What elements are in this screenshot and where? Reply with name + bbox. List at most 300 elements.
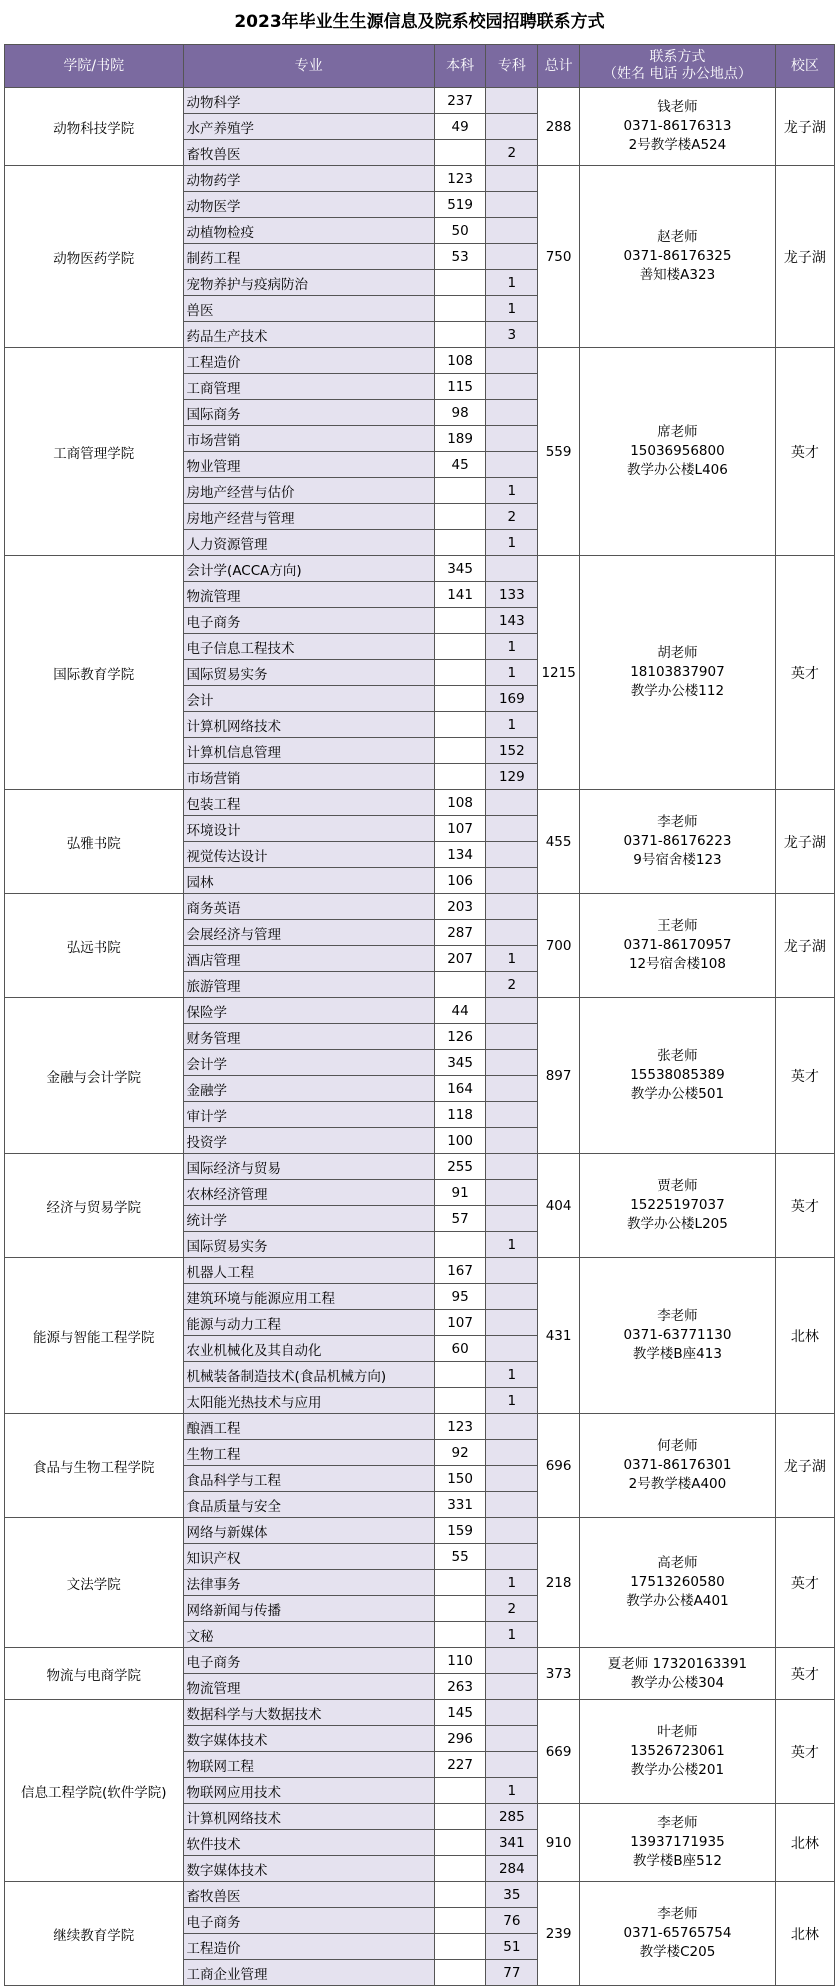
bachelor-count [434,608,486,634]
junior-count [486,192,538,218]
junior-count: 152 [486,738,538,764]
junior-count: 3 [486,322,538,348]
contact-info [580,348,776,556]
table-row [5,88,835,114]
table-row [5,998,835,1024]
bachelor-count [434,712,486,738]
total-count: 750 [538,166,580,348]
table-row [5,166,835,192]
junior-count [486,1076,538,1102]
bachelor-count [434,972,486,998]
junior-count [486,1180,538,1206]
major-name: 审计学 [183,1102,434,1128]
major-name: 文秘 [183,1622,434,1648]
bachelor-count: 227 [434,1752,486,1778]
contact-info [580,1258,776,1414]
contact-line: 13526723061 [630,1743,725,1759]
contact-line: 教学楼B座413 [632,1346,722,1362]
contact-line: 教学办公楼501 [630,1086,725,1102]
contact-line: 0371-86176313 [623,118,732,134]
bachelor-count [434,686,486,712]
major-name: 国际商务 [183,400,434,426]
bachelor-count: 95 [434,1284,486,1310]
major-name: 财务管理 [183,1024,434,1050]
contact-line: 教学楼C205 [639,1944,716,1960]
contact-line: 教学办公楼L205 [627,1216,728,1232]
major-name: 动植物检疫 [183,218,434,244]
bachelor-count: 108 [434,348,486,374]
bachelor-count: 91 [434,1180,486,1206]
major-name: 太阳能光热技术与应用 [183,1388,434,1414]
major-name: 工程造价 [183,1934,434,1960]
campus-name: 北林 [775,1882,834,1986]
total-count: 455 [538,790,580,894]
junior-count [486,114,538,140]
college-name: 动物医药学院 [5,166,184,348]
major-name: 能源与动力工程 [183,1310,434,1336]
header-major: 专业 [183,45,434,88]
contact-line: 0371-86176301 [623,1457,732,1473]
major-name: 电子信息工程技术 [183,634,434,660]
contact-info [580,1804,776,1882]
bachelor-count [434,270,486,296]
bachelor-count: 98 [434,400,486,426]
bachelor-count: 519 [434,192,486,218]
campus-name: 龙子湖 [775,894,834,998]
major-name: 网络与新媒体 [183,1518,434,1544]
bachelor-count: 141 [434,582,486,608]
total-count: 700 [538,894,580,998]
junior-count: 1 [486,634,538,660]
recruitment-table [4,44,835,1986]
bachelor-count [434,504,486,530]
major-name: 电子商务 [183,1648,434,1674]
major-name: 园林 [183,868,434,894]
bachelor-count: 123 [434,166,486,192]
college-name: 弘远书院 [5,894,184,998]
major-name: 农业机械化及其自动化 [183,1336,434,1362]
contact-line: 教学办公楼201 [630,1762,725,1778]
junior-count: 1 [486,1362,538,1388]
junior-count [486,400,538,426]
campus-name: 龙子湖 [775,1414,834,1518]
junior-count [486,1648,538,1674]
junior-count: 77 [486,1960,538,1986]
junior-count: 2 [486,1596,538,1622]
major-name: 酒店管理 [183,946,434,972]
major-name: 数据科学与大数据技术 [183,1700,434,1726]
table-row [5,1518,835,1544]
bachelor-count: 345 [434,556,486,582]
junior-count [486,1466,538,1492]
campus-name: 英才 [775,1154,834,1258]
major-name: 计算机网络技术 [183,1804,434,1830]
junior-count [486,868,538,894]
junior-count: 2 [486,972,538,998]
contact-info [580,998,776,1154]
bachelor-count: 110 [434,1648,486,1674]
contact-line: 赵老师 [657,229,698,245]
junior-count [486,842,538,868]
bachelor-count [434,764,486,790]
major-name: 电子商务 [183,1908,434,1934]
bachelor-count: 207 [434,946,486,972]
contact-line: 教学办公楼L406 [627,462,728,478]
contact-line: 李老师 [657,814,698,830]
junior-count: 1 [486,478,538,504]
contact-line: 叶老师 [657,1724,698,1740]
junior-count [486,1128,538,1154]
junior-count [486,1674,538,1700]
college-name: 经济与贸易学院 [5,1154,184,1258]
major-name: 药品生产技术 [183,322,434,348]
total-count: 239 [538,1882,580,1986]
contact-line: 15225197037 [630,1197,725,1213]
major-name: 动物科学 [183,88,434,114]
junior-count: 1 [486,296,538,322]
major-name: 数字媒体技术 [183,1856,434,1882]
bachelor-count: 50 [434,218,486,244]
contact-info [580,1414,776,1518]
bachelor-count: 57 [434,1206,486,1232]
junior-count [486,1258,538,1284]
junior-count [486,1154,538,1180]
junior-count [486,998,538,1024]
bachelor-count: 115 [434,374,486,400]
junior-count [486,166,538,192]
major-name: 保险学 [183,998,434,1024]
bachelor-count: 331 [434,1492,486,1518]
junior-count: 1 [486,270,538,296]
contact-line: 教学办公楼112 [630,683,725,699]
contact-line: 0371-86176223 [623,833,732,849]
major-name: 建筑环境与能源应用工程 [183,1284,434,1310]
junior-count: 1 [486,530,538,556]
campus-name: 英才 [775,1518,834,1648]
junior-count [486,218,538,244]
bachelor-count [434,1388,486,1414]
contact-line: 善知楼A323 [639,267,716,283]
contact-info [580,1882,776,1986]
junior-count: 133 [486,582,538,608]
contact-line: 2号教学楼A400 [628,1476,727,1492]
junior-count: 129 [486,764,538,790]
junior-count [486,348,538,374]
bachelor-count: 167 [434,1258,486,1284]
bachelor-count: 49 [434,114,486,140]
contact-line: 何老师 [657,1438,698,1454]
college-name: 工商管理学院 [5,348,184,556]
bachelor-count [434,296,486,322]
contact-line: 0371-86170957 [623,937,732,953]
major-name: 食品质量与安全 [183,1492,434,1518]
total-count: 431 [538,1258,580,1414]
table-row [5,790,835,816]
major-name: 国际贸易实务 [183,1232,434,1258]
contact-info [580,166,776,348]
contact-line: 17513260580 [630,1574,725,1590]
major-name: 法律事务 [183,1570,434,1596]
bachelor-count [434,1934,486,1960]
contact-line: 李老师 [657,1906,698,1922]
major-name: 生物工程 [183,1440,434,1466]
contact-info [580,556,776,790]
major-name: 会计学 [183,1050,434,1076]
bachelor-count: 134 [434,842,486,868]
college-name: 弘雅书院 [5,790,184,894]
bachelor-count [434,1804,486,1830]
contact-line: 0371-86176325 [623,248,732,264]
junior-count [486,1492,538,1518]
bachelor-count: 296 [434,1726,486,1752]
bachelor-count: 237 [434,88,486,114]
bachelor-count [434,1908,486,1934]
contact-line: 0371-65765754 [623,1925,732,1941]
contact-line: 13937171935 [630,1834,725,1850]
junior-count: 76 [486,1908,538,1934]
junior-count [486,1102,538,1128]
junior-count [486,1284,538,1310]
bachelor-count [434,1596,486,1622]
bachelor-count [434,634,486,660]
table-row [5,894,835,920]
contact-line: 王老师 [657,918,698,934]
bachelor-count: 100 [434,1128,486,1154]
major-name: 会展经济与管理 [183,920,434,946]
bachelor-count: 107 [434,816,486,842]
major-name: 知识产权 [183,1544,434,1570]
major-name: 宠物养护与疫病防治 [183,270,434,296]
junior-count [486,1050,538,1076]
total-count: 559 [538,348,580,556]
junior-count [486,556,538,582]
junior-count [486,244,538,270]
total-count: 1215 [538,556,580,790]
contact-line: 2号教学楼A524 [628,137,727,153]
contact-line: 钱老师 [657,99,698,115]
bachelor-count [434,1960,486,1986]
junior-count [486,1024,538,1050]
major-name: 商务英语 [183,894,434,920]
header-row [5,45,835,88]
junior-count [486,1414,538,1440]
bachelor-count [434,1856,486,1882]
junior-count [486,1726,538,1752]
contact-line: 李老师 [657,1308,698,1324]
major-name: 投资学 [183,1128,434,1154]
major-name: 会计学(ACCA方向) [183,556,434,582]
contact-line: 张老师 [657,1048,698,1064]
major-name: 电子商务 [183,608,434,634]
contact-line: 教学楼B座512 [632,1853,722,1869]
junior-count: 1 [486,1570,538,1596]
junior-count: 2 [486,140,538,166]
major-name: 物流管理 [183,582,434,608]
campus-name: 英才 [775,1700,834,1804]
junior-count [486,1518,538,1544]
header-total: 总计 [538,45,580,88]
junior-count [486,88,538,114]
contact-line: 高老师 [657,1555,698,1571]
junior-count: 1 [486,660,538,686]
contact-line: 15036956800 [630,443,725,459]
major-name: 食品科学与工程 [183,1466,434,1492]
major-name: 金融学 [183,1076,434,1102]
total-count: 404 [538,1154,580,1258]
contact-info [580,1648,776,1700]
college-name: 食品与生物工程学院 [5,1414,184,1518]
major-name: 房地产经营与估价 [183,478,434,504]
junior-count [486,1544,538,1570]
junior-count [486,816,538,842]
major-name: 物流管理 [183,1674,434,1700]
bachelor-count: 106 [434,868,486,894]
bachelor-count: 118 [434,1102,486,1128]
major-name: 国际贸易实务 [183,660,434,686]
contact-line: 18103837907 [630,664,725,680]
junior-count: 1 [486,712,538,738]
junior-count: 35 [486,1882,538,1908]
major-name: 机器人工程 [183,1258,434,1284]
bachelor-count: 255 [434,1154,486,1180]
contact-line: 贾老师 [657,1178,698,1194]
college-name: 能源与智能工程学院 [5,1258,184,1414]
junior-count: 1 [486,1388,538,1414]
campus-name: 英才 [775,556,834,790]
major-name: 会计 [183,686,434,712]
bachelor-count [434,1362,486,1388]
table-row [5,1154,835,1180]
contact-line: 夏老师 17320163391 [607,1655,748,1672]
bachelor-count: 53 [434,244,486,270]
college-name: 信息工程学院(软件学院) [5,1700,184,1882]
contact-line: 12号宿舍楼108 [628,956,726,972]
bachelor-count: 55 [434,1544,486,1570]
junior-count [486,1336,538,1362]
header-contact [580,45,776,88]
contact-line: 李老师 [657,1815,698,1831]
bachelor-count: 145 [434,1700,486,1726]
major-name: 旅游管理 [183,972,434,998]
major-name: 水产养殖学 [183,114,434,140]
table-row [5,1414,835,1440]
bachelor-count: 126 [434,1024,486,1050]
major-name: 包装工程 [183,790,434,816]
bachelor-count: 263 [434,1674,486,1700]
junior-count [486,920,538,946]
major-name: 市场营销 [183,764,434,790]
page-title: 2023年毕业生生源信息及院系校园招聘联系方式 [234,12,605,32]
total-count: 669 [538,1700,580,1804]
bachelor-count [434,1232,486,1258]
bachelor-count [434,1570,486,1596]
contact-info [580,88,776,166]
bachelor-count: 107 [434,1310,486,1336]
contact-line: 教学办公楼A401 [626,1593,729,1609]
bachelor-count: 159 [434,1518,486,1544]
major-name: 物业管理 [183,452,434,478]
bachelor-count [434,738,486,764]
contact-info [580,790,776,894]
college-name: 物流与电商学院 [5,1648,184,1700]
campus-name: 龙子湖 [775,166,834,348]
major-name: 统计学 [183,1206,434,1232]
total-count: 696 [538,1414,580,1518]
bachelor-count: 345 [434,1050,486,1076]
contact-line: 席老师 [657,424,698,440]
junior-count [486,1206,538,1232]
campus-name: 英才 [775,998,834,1154]
bachelor-count [434,478,486,504]
contact-line: 胡老师 [657,645,698,661]
major-name: 数字媒体技术 [183,1726,434,1752]
contact-info [580,1154,776,1258]
contact-line: 教学办公楼304 [630,1674,725,1691]
college-name: 国际教育学院 [5,556,184,790]
junior-count [486,374,538,400]
header-college: 学院/书院 [5,45,184,88]
header-bachelor: 本科 [434,45,486,88]
bachelor-count [434,322,486,348]
bachelor-count: 44 [434,998,486,1024]
campus-name: 龙子湖 [775,88,834,166]
junior-count [486,452,538,478]
junior-count: 169 [486,686,538,712]
header-campus: 校区 [775,45,834,88]
header-contact-line2: （姓名 电话 办公地点） [602,66,752,82]
junior-count [486,894,538,920]
junior-count [486,1752,538,1778]
bachelor-count: 60 [434,1336,486,1362]
bachelor-count: 150 [434,1466,486,1492]
major-name: 农林经济管理 [183,1180,434,1206]
table-body [5,88,835,1986]
major-name: 计算机网络技术 [183,712,434,738]
junior-count [486,426,538,452]
major-name: 软件技术 [183,1830,434,1856]
major-name: 酿酒工程 [183,1414,434,1440]
total-count: 218 [538,1518,580,1648]
bachelor-count [434,1830,486,1856]
header-contact-line1: 联系方式 [649,49,706,65]
contact-info [580,1700,776,1804]
bachelor-count [434,140,486,166]
junior-count: 1 [486,1778,538,1804]
bachelor-count: 45 [434,452,486,478]
major-name: 制药工程 [183,244,434,270]
contact-line: 15538085389 [630,1067,725,1083]
major-name: 市场营销 [183,426,434,452]
major-name: 物联网应用技术 [183,1778,434,1804]
campus-name: 北林 [775,1804,834,1882]
bachelor-count [434,1778,486,1804]
junior-count: 1 [486,1622,538,1648]
major-name: 物联网工程 [183,1752,434,1778]
junior-count: 51 [486,1934,538,1960]
major-name: 国际经济与贸易 [183,1154,434,1180]
college-name: 继续教育学院 [5,1882,184,1986]
junior-count [486,1700,538,1726]
college-name: 文法学院 [5,1518,184,1648]
total-count: 288 [538,88,580,166]
total-count: 897 [538,998,580,1154]
junior-count: 2 [486,504,538,530]
table-row [5,1882,835,1908]
major-name: 视觉传达设计 [183,842,434,868]
bachelor-count: 164 [434,1076,486,1102]
header-junior: 专科 [486,45,538,88]
junior-count: 1 [486,946,538,972]
